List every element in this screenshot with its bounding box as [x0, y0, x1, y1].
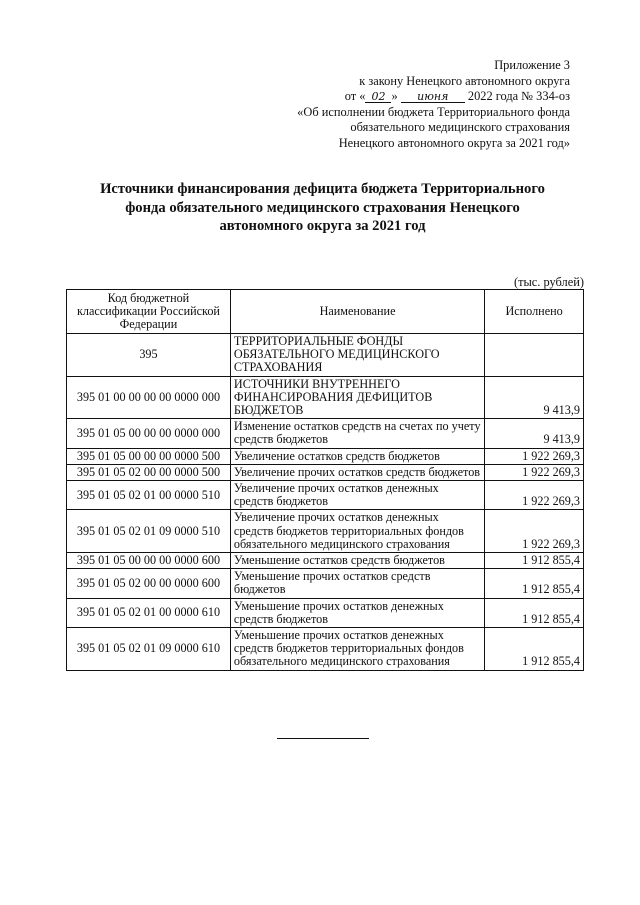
- row-amount: 1 922 269,3: [485, 448, 584, 464]
- header-code: Код бюджетной классификации Российской Федерации: [67, 290, 231, 334]
- appendix-law: к закону Ненецкого автономного округа: [359, 73, 570, 88]
- row-code: 395 01 00 00 00 00 0000 000: [67, 376, 231, 419]
- table-row: [67, 553, 584, 569]
- appendix-subject-1: «Об исполнении бюджета Территориального фонда: [297, 104, 570, 119]
- header-amount: Исполнено: [485, 290, 584, 334]
- appendix-number: Приложение 3: [494, 58, 570, 72]
- units-label: (тыс. рублей): [513, 275, 584, 289]
- row-amount: 1 912 855,4: [485, 553, 584, 569]
- table-row: [67, 628, 584, 671]
- appendix-date-line: [250, 89, 570, 105]
- table-header-row: [67, 290, 584, 334]
- row-name: ТЕРРИТОРИАЛЬНЫЕ ФОНДЫ ОБЯЗАТЕЛЬНОГО МЕДИЦИНСКОГО СТРАХОВАНИЯ: [230, 334, 484, 377]
- table-row: [67, 598, 584, 627]
- row-name: Уменьшение прочих остатков средств бюджетов: [230, 569, 484, 598]
- row-name: Увеличение прочих остатков денежных средств бюджетов территориальных фондов обязательного медицинского страхования: [230, 510, 484, 553]
- header-name: Наименование: [230, 290, 484, 334]
- row-code: 395 01 05 02 00 00 0000 500: [67, 464, 231, 480]
- row-code: 395 01 05 02 01 00 0000 610: [67, 598, 231, 627]
- date-month-handwritten: июня: [401, 91, 465, 103]
- date-mid: »: [391, 89, 398, 104]
- document-title: [90, 180, 555, 236]
- row-code: 395 01 05 00 00 00 0000 000: [67, 419, 231, 448]
- closing-rule: [277, 738, 369, 739]
- row-code: 395 01 05 02 00 00 0000 600: [67, 569, 231, 598]
- row-amount: 1 922 269,3: [485, 481, 584, 510]
- title-line-1: Источники финансирования дефицита бюджета Территориального: [100, 181, 545, 197]
- row-amount: 9 413,9: [485, 419, 584, 448]
- budget-table: [66, 289, 584, 671]
- row-code: 395: [67, 334, 231, 377]
- row-amount: 1 912 855,4: [485, 569, 584, 598]
- row-amount: 1 922 269,3: [485, 464, 584, 480]
- row-amount: 1 912 855,4: [485, 628, 584, 671]
- row-code: 395 01 05 00 00 00 0000 600: [67, 553, 231, 569]
- table-row: [67, 464, 584, 480]
- row-amount: 1 922 269,3: [485, 510, 584, 553]
- row-name: ИСТОЧНИКИ ВНУТРЕННЕГО ФИНАНСИРОВАНИЯ ДЕФИЦИТОВ БЮДЖЕТОВ: [230, 376, 484, 419]
- row-code: 395 01 05 00 00 00 0000 500: [67, 448, 231, 464]
- row-name: Уменьшение прочих остатков денежных средств бюджетов: [230, 598, 484, 627]
- row-name: Увеличение остатков средств бюджетов: [230, 448, 484, 464]
- table-row: [67, 569, 584, 598]
- row-amount: [485, 334, 584, 377]
- appendix-block: [250, 58, 570, 152]
- table-row: [67, 334, 584, 377]
- row-amount: 9 413,9: [485, 376, 584, 419]
- title-line-2: фонда обязательного медицинского страхования Ненецкого: [125, 199, 520, 216]
- date-prefix: от «: [344, 89, 366, 104]
- table-row: [67, 510, 584, 553]
- row-amount: 1 912 855,4: [485, 598, 584, 627]
- row-name: Уменьшение прочих остатков денежных средств бюджетов территориальных фондов обязательного медицинского страхования: [230, 628, 484, 671]
- date-suffix: 2022 года № 334-оз: [467, 89, 570, 104]
- table-row: [67, 419, 584, 448]
- row-name: Уменьшение остатков средств бюджетов: [230, 553, 484, 569]
- table-row: [67, 481, 584, 510]
- table-row: [67, 448, 584, 464]
- row-code: 395 01 05 02 01 09 0000 610: [67, 628, 231, 671]
- row-name: Увеличение прочих остатков средств бюджетов: [230, 464, 484, 480]
- date-day-handwritten: 02: [365, 91, 391, 103]
- row-code: 395 01 05 02 01 09 0000 510: [67, 510, 231, 553]
- row-name: Увеличение прочих остатков денежных средств бюджетов: [230, 481, 484, 510]
- appendix-subject-2: обязательного медицинского страхования: [350, 120, 570, 135]
- appendix-subject-3: Ненецкого автономного округа за 2021 год»: [338, 135, 570, 150]
- table-row: [67, 376, 584, 419]
- row-name: Изменение остатков средств на счетах по учету средств бюджетов: [230, 419, 484, 448]
- row-code: 395 01 05 02 01 00 0000 510: [67, 481, 231, 510]
- title-line-3: автономного округа за 2021 год: [219, 218, 426, 234]
